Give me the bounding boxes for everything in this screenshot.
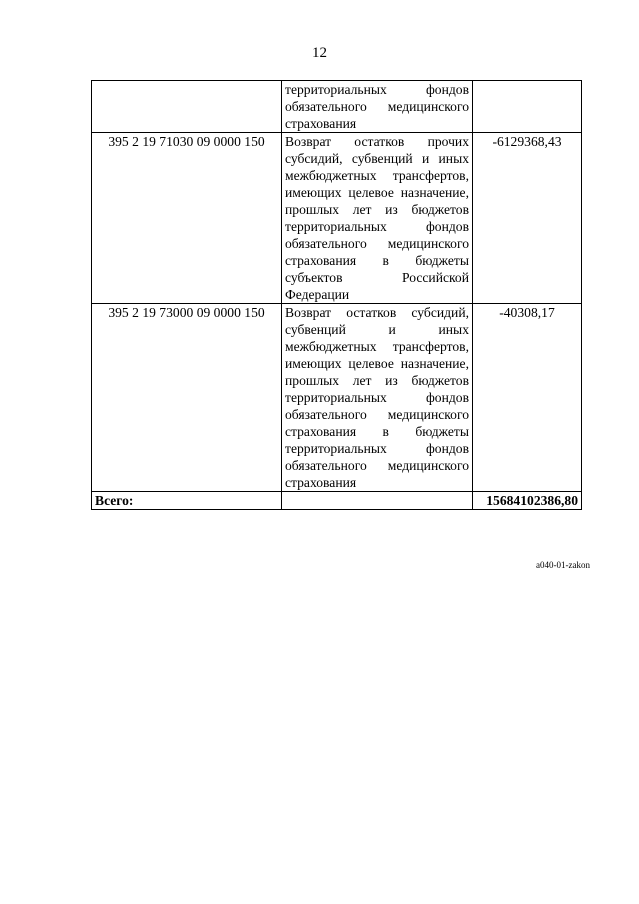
page-number: 12 — [312, 45, 327, 61]
total-row — [92, 492, 582, 510]
row-code: 395 2 19 71030 09 0000 150 — [92, 133, 282, 304]
row-description: Возврат остатков субсидий, субвенций и иных межбюджетных трансфертов, имеющих целевое назначение, прошлых лет из бюджетов территориальных фондов обязательного медицинского страхования в бюджеты территориальных фондов обязательного медицинского страхования — [282, 304, 473, 492]
table-row — [92, 133, 582, 304]
total-label: Всего: — [92, 492, 282, 510]
row-description: территориальных фондов обязательного медицинского страхования — [282, 81, 473, 133]
row-amount: -6129368,43 — [473, 133, 582, 304]
row-code: 395 2 19 73000 09 0000 150 — [92, 304, 282, 492]
row-amount: -40308,17 — [473, 304, 582, 492]
row-code — [92, 81, 282, 133]
row-amount — [473, 81, 582, 133]
total-description — [282, 492, 473, 510]
row-description: Возврат остатков прочих субсидий, субвенций и иных межбюджетных трансфертов, имеющих целевое назначение, прошлых лет из бюджетов территориальных фондов обязательного медицинского страхования в бюджеты субъектов Российской Федерации — [282, 133, 473, 304]
budget-table — [91, 80, 582, 510]
table-row — [92, 304, 582, 492]
total-amount: 15684102386,80 — [473, 492, 582, 510]
document-reference: a040-01-zakon — [536, 560, 590, 570]
table-row — [92, 81, 582, 133]
